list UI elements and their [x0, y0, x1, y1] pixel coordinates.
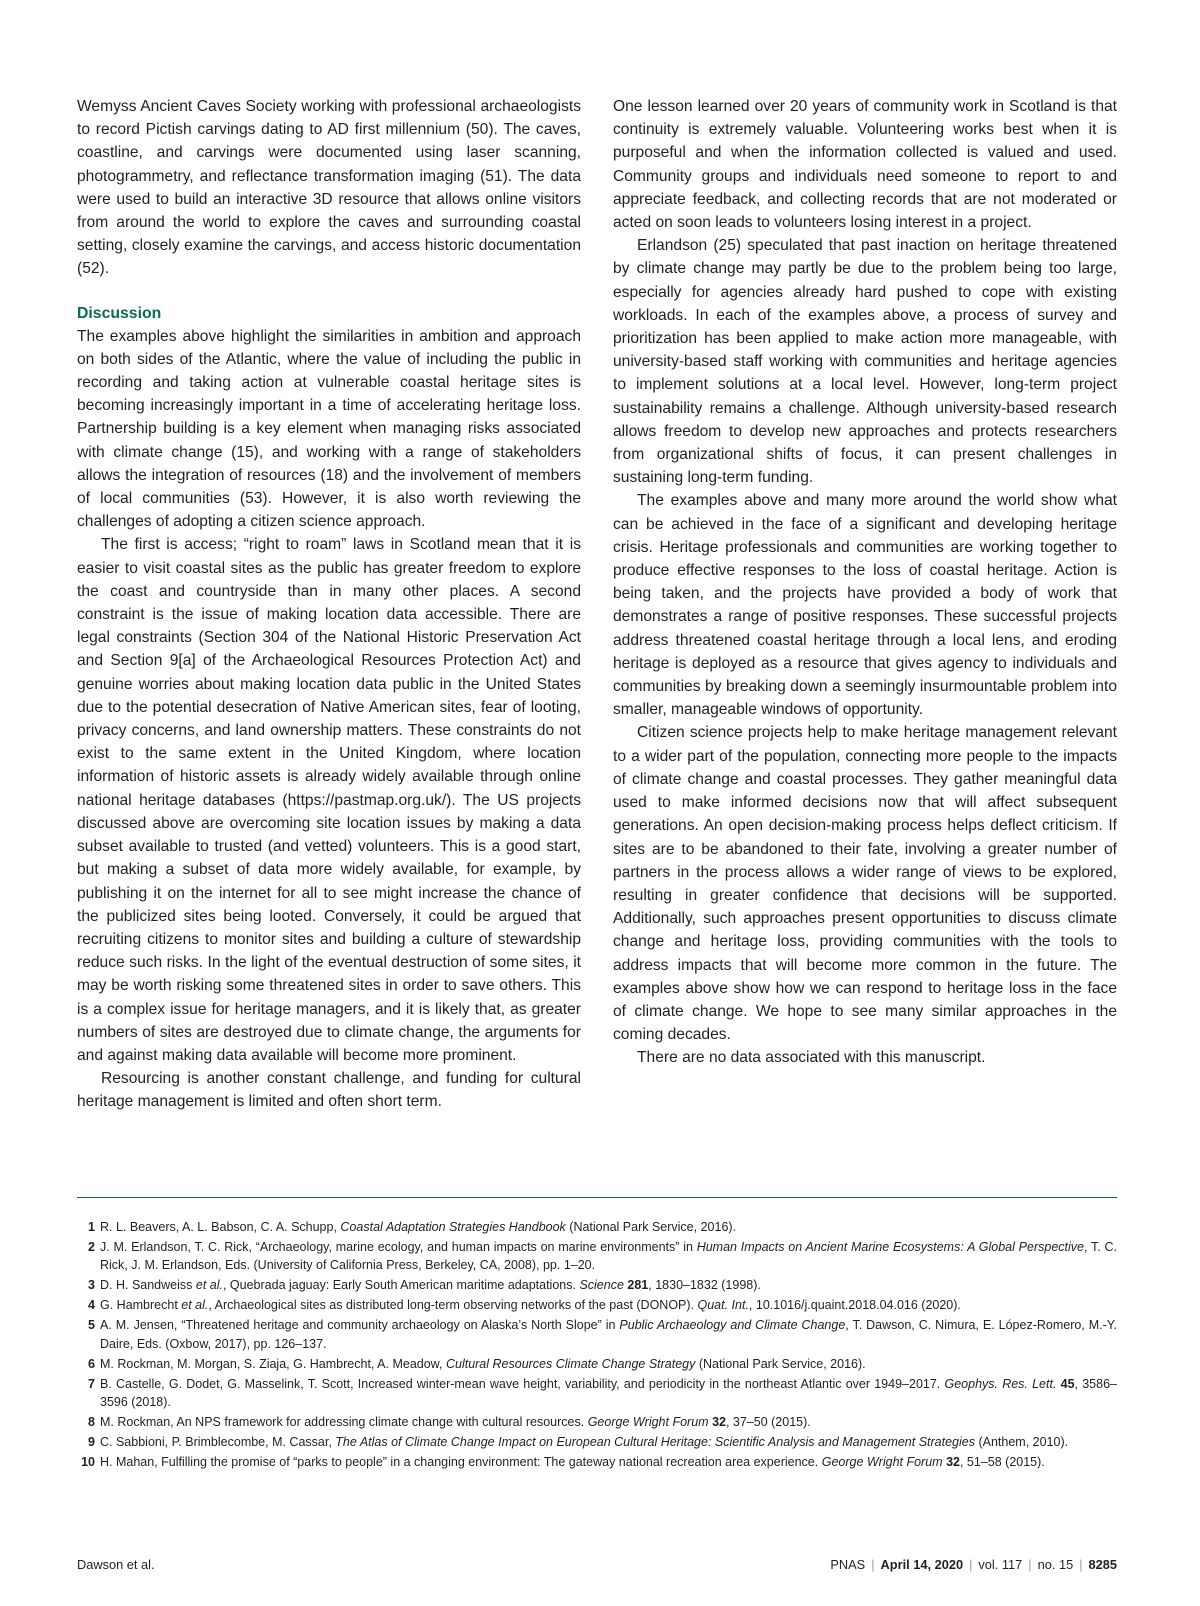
- reference-text: Quat. Int.: [697, 1298, 749, 1313]
- reference-text: M. Rockman, An NPS framework for addressing climate change with cultural resources.: [100, 1415, 588, 1430]
- reference-text: , 3586–3596 (2018).: [100, 1376, 1117, 1410]
- reference-number: 9: [88, 1435, 95, 1450]
- reference-number: 8: [88, 1415, 95, 1430]
- reference-item: [77, 1433, 1117, 1451]
- reference-item: [77, 1453, 1117, 1471]
- page-footer: [77, 1556, 1117, 1574]
- reference-text: H. Mahan, Fulfilling the promise of “parks to people” in a changing environment: The gateway national recreation area experience.: [100, 1455, 822, 1470]
- reference-text: , T. C. Rick, J. M. Erlandson, Eds. (University of California Press, Berkeley, CA, 2008), pp. 1–20.: [100, 1240, 1117, 1273]
- data-availability-statement: There are no data associated with this manuscript.: [637, 1049, 986, 1067]
- right-paragraph-1: One lesson learned over 20 years of community work in Scotland is that continuity is extremely valuable. Volunteering works best when it is purposeful and when the information collected is valued and used. Community groups and individuals need someone to report to and appreciate feedback, and collecting records that are not moderated or acted on soon leads to volunteers losing interest in a project.: [613, 98, 1117, 232]
- reference-text: , 37–50 (2015).: [725, 1415, 811, 1430]
- reference-text: , Quebrada jaguay: Early South American maritime adaptations.: [222, 1278, 580, 1293]
- right-paragraph-3: The examples above and many more around the world show what can be achieved in the face of a significant and developing heritage crisis. Heritage professionals and communities are working together to produce effective responses to the loss of coastal heritage. Action is being taken, and the projects have provided a body of work that demonstrates a range of positive responses. These successful projects address threatened coastal heritage through a local lens, and eroding heritage is deployed as a resource that gives agency to individuals and communities by breaking down a seemingly insurmountable problem into smaller, manageable windows of opportunity.: [613, 492, 1117, 719]
- footer-citation: [830, 1556, 1117, 1574]
- reference-text: et al.: [195, 1278, 223, 1293]
- reference-number: 2: [88, 1240, 95, 1254]
- reference-text: , Archaeological sites as distributed long-term observing networks of the past (DONOP).: [208, 1298, 698, 1313]
- right-column: [613, 95, 1117, 1070]
- reference-text: Public Archaeology and Climate Change: [619, 1318, 846, 1333]
- footer-separator: |: [969, 1557, 973, 1572]
- reference-number: 10: [81, 1455, 95, 1470]
- reference-number: 7: [88, 1376, 95, 1391]
- discussion-paragraph-3: Resourcing is another constant challenge, and funding for cultural heritage management is limited and often short term.: [77, 1070, 581, 1111]
- discussion-paragraph-1: The examples above highlight the similarities in ambition and approach on both sides of the Atlantic, where the value of including the public in recording and taking action at vulnerable coastal heritage sites is becoming increasingly important in a time of accelerating heritage loss. Partnership building is a key element when managing risks associated with climate change (15), and working with a range of stakeholders allows the integration of resources (18) and the involvement of members of local communities (53). However, it is also worth reviewing the challenges of adopting a citizen science approach.: [77, 327, 581, 531]
- reference-item: [77, 1316, 1117, 1353]
- footer-date: April 14, 2020: [880, 1557, 964, 1572]
- reference-text: B. Castelle, G. Dodet, G. Masselink, T. Scott, Increased winter-mean wave height, variability, and periodicity in the northeast Atlantic over 1949–2017.: [100, 1376, 945, 1391]
- reference-text: , 1830–1832 (1998).: [648, 1278, 761, 1293]
- reference-number: 6: [88, 1356, 95, 1371]
- reference-text: 32: [946, 1455, 960, 1470]
- discussion-paragraph-2: The first is access; “right to roam” laws in Scotland mean that it is easier to visit coastal sites as the public has greater freedom to explore the coast and countryside than in many other places. A second constraint is the issue of making location data accessible. There are legal constraints (Section 304 of the National Historic Preservation Act and Section 9[a] of the Archaeological Resources Protection Act) and genuine worries about making location data public in the United States due to the potential desecration of Native American sites, fear of looting, privacy concerns, and land ownership matters. These constraints do not exist to the same extent in the United Kingdom, where location information of historic assets is already widely available through online national heritage databases (https://pastmap.org.uk/). The US projects discussed above are overcoming site location issues by making a data subset available to trusted (and vetted) volunteers. This is a good start, but making a subset of data more widely available, for example, by publishing it on the internet for all to see might increase the chance of the publicized sites being looted. Conversely, it could be argued that recruiting citizens to monitor sites and building a culture of stewardship reduce such risks. In the light of the eventual destruction of some sites, it may be worth risking some threatened sites in order to save others. This is a complex issue for heritage managers, and it is likely that, as greater numbers of sites are destroyed due to climate change, the arguments for and against making data available will become more prominent.: [77, 536, 581, 1064]
- reference-text: D. H. Sandweiss: [100, 1278, 196, 1293]
- reference-text: Cultural Resources Climate Change Strategy: [445, 1356, 696, 1371]
- right-paragraph-2: Erlandson (25) speculated that past inaction on heritage threatened by climate change may partly be due to the problem being too large, especially for agencies already hard pushed to cope with existing workloads. In each of the examples above, a process of survey and prioritization has been applied to make action more manageable, with university-based staff working with communities and heritage agencies to implement solutions at a local level. However, long-term project sustainability remains a challenge. Although university-based research allows freedom to develop new approaches and protects researchers from organizational shifts of focus, it can present challenges in sustaining long-term funding.: [613, 237, 1117, 487]
- reference-item: [77, 1355, 1117, 1373]
- reference-text: , 10.1016/j.quaint.2018.04.016 (2020).: [748, 1298, 961, 1313]
- reference-text: M. Rockman, M. Morgan, S. Ziaja, G. Hambrecht, A. Meadow,: [100, 1356, 446, 1371]
- reference-text: J. M. Erlandson, T. C. Rick, “Archaeology, marine ecology, and human impacts on marine environments” in: [100, 1240, 697, 1254]
- footer-issue: no. 15: [1037, 1557, 1074, 1572]
- reference-text: George Wright Forum: [587, 1415, 709, 1430]
- reference-text: A. M. Jensen, “Threatened heritage and community archaeology on Alaska’s North Slope” in: [100, 1318, 620, 1333]
- left-column: [77, 95, 581, 1114]
- footer-authors: Dawson et al.: [77, 1557, 155, 1572]
- footer-separator: |: [1079, 1557, 1083, 1572]
- reference-number: 3: [88, 1278, 95, 1293]
- footer-volume: vol. 117: [978, 1557, 1023, 1572]
- reference-text: (National Park Service, 2016).: [695, 1356, 866, 1371]
- reference-number: 5: [88, 1318, 95, 1333]
- reference-text: Human Impacts on Ancient Marine Ecosystems: A Global Perspective: [696, 1240, 1084, 1254]
- reference-text: The Atlas of Climate Change Impact on European Cultural Heritage: Scientific Analysis and Management Strategies: [335, 1435, 975, 1450]
- reference-text: George Wright Forum: [821, 1455, 943, 1470]
- reference-text: G. Hambrecht: [100, 1298, 182, 1313]
- reference-text: Coastal Adaptation Strategies Handbook: [340, 1220, 566, 1234]
- reference-text: 45: [1060, 1376, 1075, 1391]
- reference-item: [77, 1218, 1117, 1236]
- reference-text: R. L. Beavers, A. L. Babson, C. A. Schupp,: [100, 1220, 341, 1234]
- reference-list: [77, 1218, 1117, 1473]
- footer-journal: PNAS: [830, 1557, 866, 1572]
- reference-item: [77, 1276, 1117, 1294]
- reference-text: C. Sabbioni, P. Brimblecombe, M. Cassar,: [100, 1435, 336, 1450]
- reference-item: [77, 1375, 1117, 1412]
- footer-page-number: 8285: [1088, 1557, 1117, 1572]
- reference-text: , 51–58 (2015).: [959, 1455, 1045, 1470]
- footer-separator: |: [871, 1557, 875, 1572]
- references-divider: [77, 1197, 1117, 1198]
- reference-text: (Anthem, 2010).: [974, 1435, 1069, 1450]
- reference-text: , T. Dawson, C. Nimura, E. López-Romero, M.-Y. Daire, Eds. (Oxbow, 2017), pp. 126–137.: [100, 1318, 1117, 1351]
- reference-text: Geophys. Res. Lett.: [944, 1376, 1057, 1391]
- reference-text: 32: [712, 1415, 726, 1430]
- reference-text: 281: [627, 1278, 649, 1293]
- discussion-heading: Discussion: [77, 304, 162, 322]
- reference-text: (National Park Service, 2016).: [565, 1220, 737, 1234]
- reference-text: et al.: [181, 1298, 209, 1313]
- reference-number: 4: [88, 1298, 95, 1313]
- footer-separator: |: [1028, 1557, 1032, 1572]
- reference-text: Science: [579, 1278, 624, 1293]
- intro-paragraph: Wemyss Ancient Caves Society working with professional archaeologists to record Pictish carvings dating to AD first millennium (50). The caves, coastline, and carvings were documented using laser scanning, photogrammetry, and reflectance transformation imaging (51). The data were used to build an interactive 3D resource that allows online visitors from around the world to explore the caves and surrounding coastal setting, closely examine the carvings, and access historic documentation (52).: [77, 98, 581, 278]
- reference-number: 1: [88, 1220, 95, 1234]
- reference-item: [77, 1413, 1117, 1431]
- reference-item: [77, 1238, 1117, 1275]
- right-paragraph-4: Citizen science projects help to make heritage management relevant to a wider part of the population, connecting more people to the impacts of climate change and coastal processes. They gather meaningful data used to make informed decisions now that will affect subsequent generations. An open decision-making process helps deflect criticism. If sites are to be abandoned to their fate, involving a greater number of partners in the process allows a wider range of views to be explored, resulting in greater confidence that decisions will be supported. Additionally, such approaches present opportunities to discuss climate change and heritage loss, providing communities with the tools to address impacts that will become more common in the future. The examples above show how we can respond to heritage loss in the face of climate change. We hope to see many similar approaches in the coming decades.: [613, 724, 1117, 1044]
- reference-item: [77, 1296, 1117, 1314]
